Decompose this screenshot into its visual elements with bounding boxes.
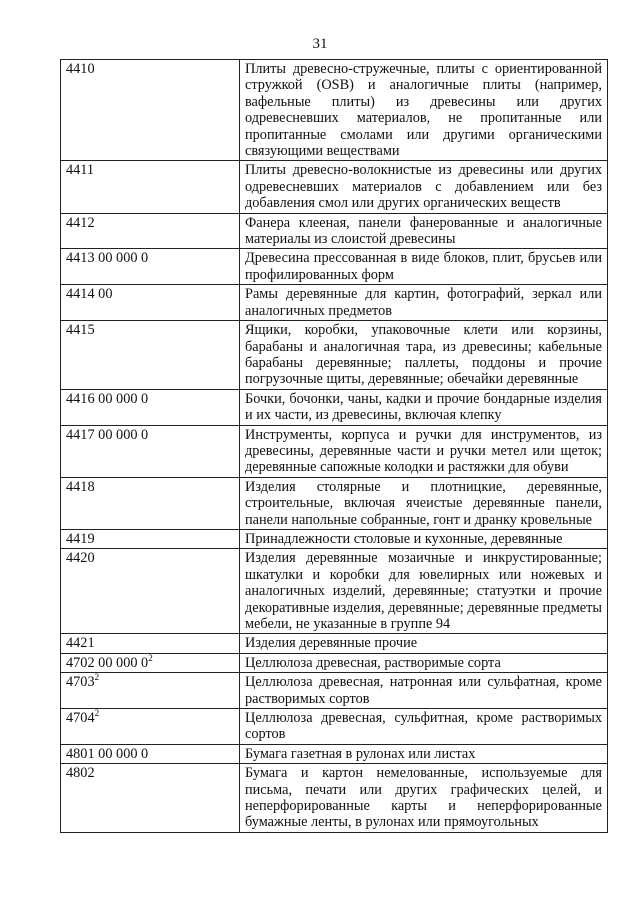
description-cell: Изделия деревянные мозаичные и инкрустированные; шкатулки и коробки для ювелирных или ножевых и аналогичных изделий, деревянные; статуэтки и прочие декоративные изделия, деревянные; деревянные предметы мебели, не указанные в группе 94	[240, 549, 608, 634]
footnote-marker: 2	[148, 653, 153, 664]
table-row	[61, 249, 608, 285]
table-row	[61, 321, 608, 390]
code-cell	[61, 764, 240, 833]
table-row	[61, 634, 608, 653]
code-value: 4416 00 000 0	[66, 390, 149, 407]
description-cell: Ящики, коробки, упаковочные клети или корзины, барабаны и аналогичная тара, из древесины; кабельные барабаны деревянные; паллеты, поддоны и прочие погрузочные щиты, деревянные; обечайки деревянные	[240, 321, 608, 390]
code-cell	[61, 634, 240, 653]
description-cell: Принадлежности столовые и кухонные, деревянные	[240, 529, 608, 548]
table-row	[61, 161, 608, 213]
code-value: 4412	[66, 214, 95, 231]
code-cell	[61, 477, 240, 529]
description-cell: Изделия столярные и плотницкие, деревянные, строительные, включая ячеистые деревянные панели, панели напольные собранные, гонт и дранку кровельные	[240, 477, 608, 529]
table-row	[61, 477, 608, 529]
code-cell	[61, 673, 240, 709]
description-cell: Плиты древесно-волокнистые из древесины или других одревесневших материалов с добавлением или без добавления смол или других органических веществ	[240, 161, 608, 213]
table-row	[61, 744, 608, 763]
description-cell: Инструменты, корпуса и ручки для инструментов, из древесины, деревянные части и ручки метел или щеток; деревянные сапожные колодки и растяжки для обуви	[240, 425, 608, 477]
table-row	[61, 764, 608, 833]
code-value: 4410	[66, 61, 95, 77]
description-cell: Древесина прессованная в виде блоков, плит, брусьев или профилированных форм	[240, 249, 608, 285]
code-value: 4702 00 000 0	[66, 654, 149, 671]
table-row	[61, 673, 608, 709]
code-value: 4414 00	[66, 286, 113, 303]
code-cell	[61, 389, 240, 425]
code-cell	[61, 529, 240, 548]
code-cell	[61, 249, 240, 285]
description-cell: Плиты древесно-стружечные, плиты с ориентированной стружкой (OSB) и аналогичные плиты (например, вафельные плиты) из древесины или других одревесневших материалов, не пропитанные или пропитанные смолами или другими органическими связующими веществами	[240, 60, 608, 161]
code-value: 4411	[66, 162, 95, 179]
table-row	[61, 285, 608, 321]
code-value: 4703	[66, 674, 95, 691]
code-cell	[61, 549, 240, 634]
code-cell	[61, 653, 240, 672]
code-value: 4802	[66, 765, 95, 782]
table-row	[61, 425, 608, 477]
description-cell: Бумага и картон немелованные, используемые для письма, печати или других графических целей, и неперфорированные карты и неперфорированные бумажные ленты, в рулонах или прямоугольных	[240, 764, 608, 833]
code-value: 4420	[66, 550, 95, 567]
code-cell	[61, 60, 240, 161]
code-value: 4419	[66, 530, 95, 547]
table-row	[61, 653, 608, 672]
code-value: 4413 00 000 0	[66, 250, 149, 267]
description-cell: Изделия деревянные прочие	[240, 634, 608, 653]
code-value: 4704	[66, 710, 95, 727]
code-value: 4417 00 000 0	[66, 426, 149, 443]
code-value: 4421	[66, 635, 95, 652]
code-cell	[61, 161, 240, 213]
table-row	[61, 529, 608, 548]
description-cell: Бумага газетная в рулонах или листах	[240, 744, 608, 763]
footnote-marker: 2	[94, 672, 100, 683]
description-cell: Целлюлоза древесная, натронная или сульфатная, кроме растворимых сортов	[240, 673, 608, 709]
code-cell	[61, 321, 240, 390]
code-cell	[61, 285, 240, 321]
code-cell	[61, 744, 240, 763]
code-value: 4415	[66, 322, 95, 339]
code-value: 4418	[66, 478, 95, 495]
footnote-marker: 2	[94, 708, 100, 719]
description-cell: Рамы деревянные для картин, фотографий, зеркал или аналогичных предметов	[240, 285, 608, 321]
commodity-code-table	[60, 59, 608, 833]
table-row	[61, 60, 608, 161]
code-cell	[61, 709, 240, 745]
code-cell	[61, 425, 240, 477]
table-row	[61, 389, 608, 425]
table-row	[61, 549, 608, 634]
description-cell: Бочки, бочонки, чаны, кадки и прочие бондарные изделия и их части, из древесины, включая клепку	[240, 389, 608, 425]
table-row	[61, 213, 608, 249]
description-cell: Целлюлоза древесная, сульфитная, кроме растворимых сортов	[240, 709, 608, 745]
table-row	[61, 709, 608, 745]
code-value: 4801 00 000 0	[66, 745, 149, 762]
code-cell	[61, 213, 240, 249]
description-cell: Фанера клееная, панели фанерованные и аналогичные материалы из слоистой древесины	[240, 213, 608, 249]
page-number: 31	[312, 36, 328, 52]
description-cell: Целлюлоза древесная, растворимые сорта	[240, 653, 608, 672]
